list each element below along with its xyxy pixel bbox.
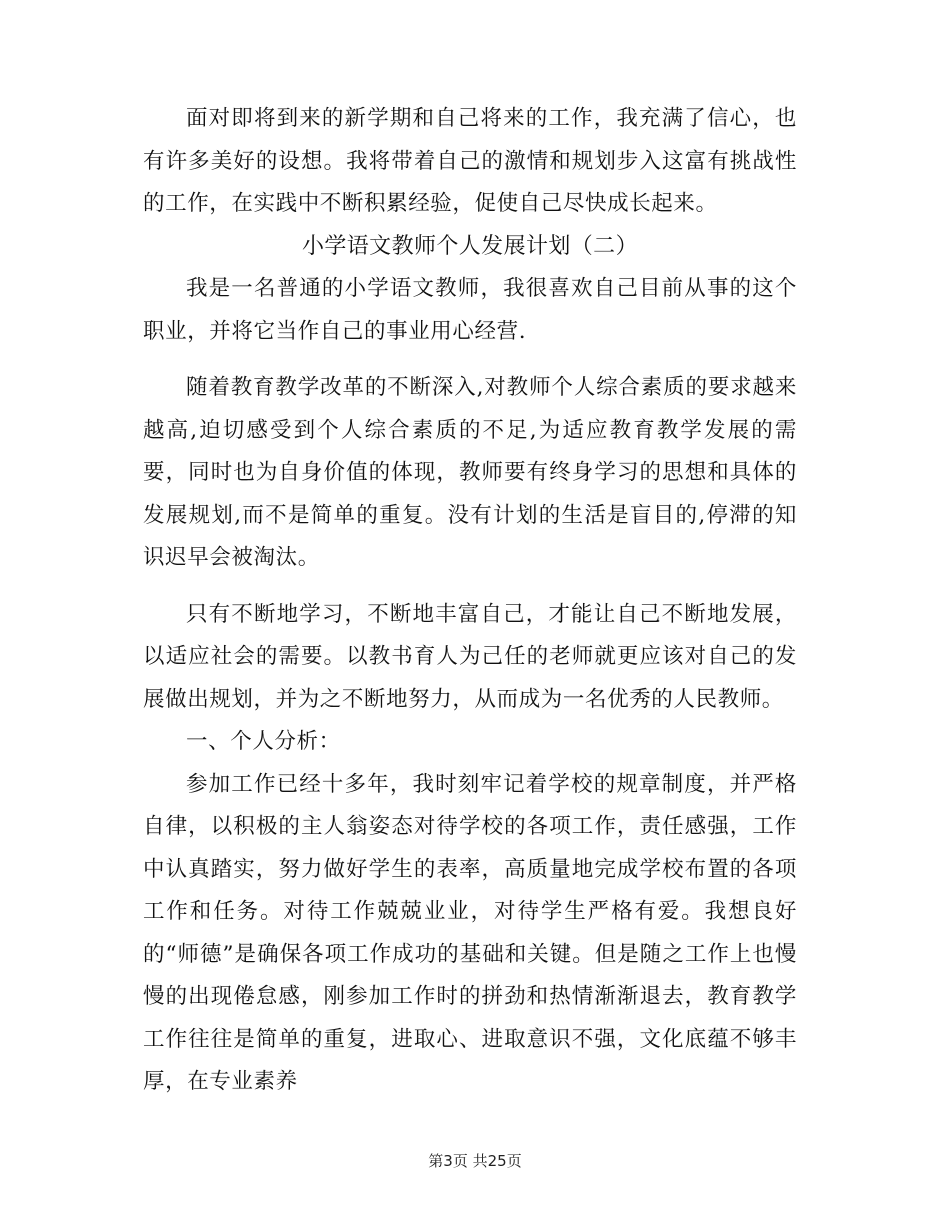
- body-paragraph: 参加工作已经十多年，我时刻牢记着学校的规章制度，并严格自律，以积极的主人翁姿态对待学校的各项工作，责任感强，工作中认真踏实，努力做好学生的表率，高质量地完成学校布置的各项工作和任务。对待工作兢兢业业，对待学生严格有爱。我想良好的“师德”是确保各项工作成功的基础和关键。但是随之工作上也慢慢的出现倦怠感，刚参加工作时的拼劲和热情渐渐退去，教育教学工作往往是简单的重复，进取心、进取意识不强，文化底蕴不够丰厚，在专业素养: [143, 771, 797, 1094]
- body-paragraph: 我是一名普通的小学语文教师，我很喜欢自己目前从事的这个职业，并将它当作自己的事业用心经营.: [143, 276, 797, 344]
- document-body: [143, 98, 797, 1104]
- intro-paragraph: 面对即将到来的新学期和自己将来的工作，我充满了信心，也有许多美好的设想。我将带着自己的激情和规划步入这富有挑战性的工作，在实践中不断积累经验，促使自己尽快成长起来。: [143, 106, 797, 216]
- body-paragraph: 只有不断地学习，不断地丰富自己，才能让自己不断地发展，以适应社会的需要。以教书育人为己任的老师就更应该对自己的发展做出规划，并为之不断地努力，从而成为一名优秀的人民教师。: [143, 601, 797, 712]
- page-number-footer: 第3页 共25页: [428, 1152, 522, 1170]
- subsection-heading: 一、个人分析：: [186, 729, 341, 754]
- body-paragraph: 随着教育教学改革的不断深入,对教师个人综合素质的要求越来越高,迫切感受到个人综合素质的不足,为适应教育教学发展的需要，同时也为自身价值的体现，教师要有终身学习的思想和具体的发展规划,而不是简单的重复。没有计划的生活是盲目的,停滞的知识迟早会被淘汰。: [143, 375, 797, 570]
- section-heading: 小学语文教师个人发展计划（二）: [301, 233, 638, 259]
